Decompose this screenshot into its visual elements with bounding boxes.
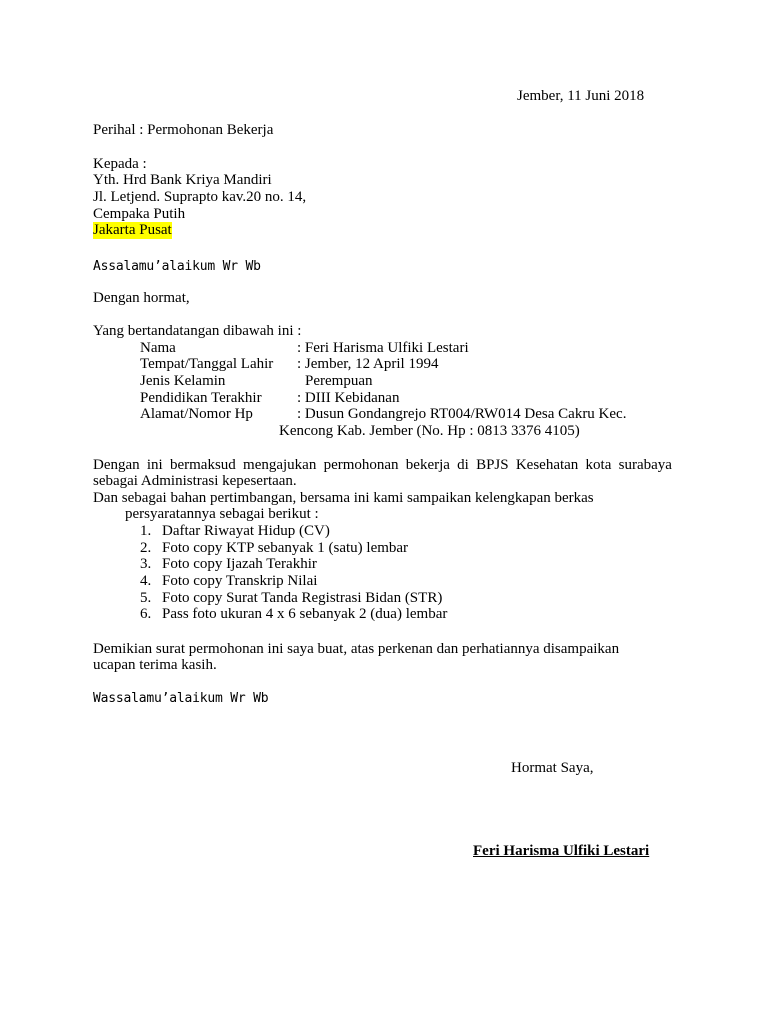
identity-name-label: Nama [140, 340, 176, 356]
body-para2-line1: Dan sebagai bahan pertimbangan, bersama ini kami sampaikan kelengkapan berkas [93, 490, 594, 506]
body-para2-line2: persyaratannya sebagai berikut : [125, 506, 319, 522]
recipient-label: Kepada : [93, 156, 147, 172]
intro-line: Yang bertandatangan dibawah ini : [93, 323, 302, 339]
body-para1-line2: sebagai Administrasi kepesertaan. [93, 473, 297, 489]
identity-education-label: Pendidikan Terakhir [140, 390, 262, 406]
subject-line: Perihal : Permohonan Bekerja [93, 122, 274, 138]
recipient-city-highlighted: Jakarta Pusat [93, 222, 172, 238]
identity-birth-value: : Jember, 12 April 1994 [297, 356, 439, 372]
list-item-number: 2. [140, 540, 152, 556]
list-item-number: 6. [140, 606, 152, 622]
farewell: Wassalamu’alaikum Wr Wb [93, 691, 269, 706]
date-line: Jember, 11 Juni 2018 [517, 88, 645, 104]
list-item-number: 1. [140, 523, 152, 539]
list-item: Pass foto ukuran 4 x 6 sebanyak 2 (dua) lembar [162, 606, 448, 622]
signature-label: Hormat Saya, [511, 760, 594, 776]
list-item: Foto copy Ijazah Terakhir [162, 556, 317, 572]
salutation: Dengan hormat, [93, 290, 190, 306]
signature-name: Feri Harisma Ulfiki Lestari [473, 843, 650, 859]
recipient-line-1: Yth. Hrd Bank Kriya Mandiri [93, 172, 272, 188]
identity-address-label: Alamat/Nomor Hp [140, 406, 253, 422]
recipient-line-2: Jl. Letjend. Suprapto kav.20 no. 14, [93, 189, 307, 205]
identity-gender-value: Perempuan [305, 373, 373, 389]
identity-gender-label: Jenis Kelamin [140, 373, 226, 389]
identity-education-value: : DIII Kebidanan [297, 390, 400, 406]
identity-address-value: : Dusun Gondangrejo RT004/RW014 Desa Cakru Kec. [297, 406, 627, 422]
list-item: Daftar Riwayat Hidup (CV) [162, 523, 330, 539]
list-item: Foto copy Surat Tanda Registrasi Bidan (STR) [162, 590, 443, 606]
greeting: Assalamu’alaikum Wr Wb [93, 259, 261, 274]
list-item-number: 4. [140, 573, 152, 589]
identity-name-value: : Feri Harisma Ulfiki Lestari [297, 340, 469, 356]
identity-birth-label: Tempat/Tanggal Lahir [140, 356, 274, 372]
list-item: Foto copy KTP sebanyak 1 (satu) lembar [162, 540, 409, 556]
list-item-number: 5. [140, 590, 152, 606]
list-item: Foto copy Transkrip Nilai [162, 573, 318, 589]
list-item-number: 3. [140, 556, 152, 572]
body-para1-line1: Dengan ini bermaksud mengajukan permohonan bekerja di BPJS Kesehatan kota surabaya [93, 457, 672, 473]
closing-line-1: Demikian surat permohonan ini saya buat, atas perkenan dan perhatiannya disampaikan [93, 641, 620, 657]
identity-address-value-2: Kencong Kab. Jember (No. Hp : 0813 3376 4105) [279, 423, 580, 439]
closing-line-2: ucapan terima kasih. [93, 657, 217, 673]
recipient-line-3: Cempaka Putih [93, 206, 186, 222]
